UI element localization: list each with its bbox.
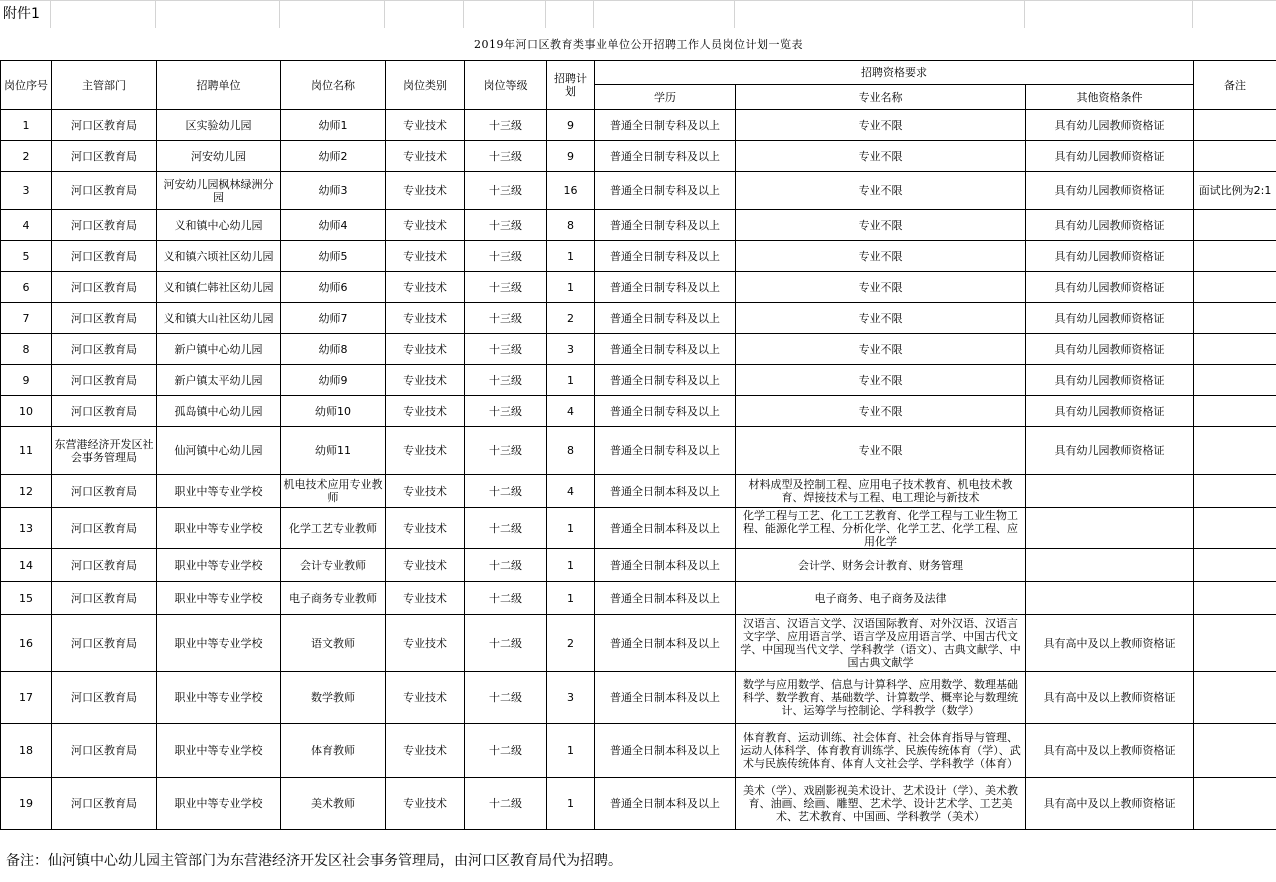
cell-unit: 职业中等专业学校 (157, 672, 281, 724)
cell-plan: 2 (547, 303, 595, 334)
table-row (1, 475, 1276, 508)
attachment-label: 附件1 (3, 6, 40, 22)
cell-other: 具有幼儿园教师资格证 (1026, 365, 1194, 396)
header-education: 学历 (595, 85, 736, 110)
cell-other (1026, 582, 1194, 615)
cell-plan: 1 (547, 549, 595, 582)
cell-unit: 仙河镇中心幼儿园 (157, 427, 281, 475)
cell-remark (1194, 475, 1276, 508)
cell-seq: 18 (1, 724, 52, 778)
cell-dept: 河口区教育局 (52, 778, 157, 830)
cell-dept: 河口区教育局 (52, 615, 157, 672)
table-row (1, 615, 1276, 672)
cell-post: 幼师10 (281, 396, 386, 427)
cell-seq: 8 (1, 334, 52, 365)
cell-dept: 河口区教育局 (52, 549, 157, 582)
sheet-top-gridlines (0, 0, 1276, 28)
cell-post: 幼师8 (281, 334, 386, 365)
cell-education: 普通全日制专科及以上 (595, 272, 736, 303)
cell-seq: 7 (1, 303, 52, 334)
cell-plan: 3 (547, 334, 595, 365)
cell-major: 体育教育、运动训练、社会体育、社会体育指导与管理、运动人体科学、体育教育训练学、民族传统体育（学）、武术与民族传统体育、体育人文社会学、学科教学（体育） (736, 724, 1026, 778)
cell-education: 普通全日制本科及以上 (595, 508, 736, 549)
cell-plan: 1 (547, 272, 595, 303)
cell-unit: 职业中等专业学校 (157, 582, 281, 615)
header-post: 岗位名称 (281, 61, 386, 110)
cell-other: 具有幼儿园教师资格证 (1026, 241, 1194, 272)
cell-category: 专业技术 (386, 778, 465, 830)
cell-education: 普通全日制本科及以上 (595, 672, 736, 724)
cell-dept: 河口区教育局 (52, 210, 157, 241)
cell-plan: 3 (547, 672, 595, 724)
cell-plan: 4 (547, 396, 595, 427)
cell-other: 具有幼儿园教师资格证 (1026, 396, 1194, 427)
cell-other: 具有幼儿园教师资格证 (1026, 110, 1194, 141)
cell-category: 专业技术 (386, 365, 465, 396)
cell-major: 电子商务、电子商务及法律 (736, 582, 1026, 615)
cell-post: 幼师5 (281, 241, 386, 272)
table-row (1, 508, 1276, 549)
cell-education: 普通全日制专科及以上 (595, 396, 736, 427)
cell-remark (1194, 334, 1276, 365)
cell-level: 十二级 (465, 582, 547, 615)
cell-unit: 职业中等专业学校 (157, 508, 281, 549)
cell-unit: 职业中等专业学校 (157, 778, 281, 830)
cell-unit: 新户镇中心幼儿园 (157, 334, 281, 365)
page-title: 2019年河口区教育类事业单位公开招聘工作人员岗位计划一览表 (1, 28, 1276, 61)
cell-remark (1194, 396, 1276, 427)
cell-plan: 4 (547, 475, 595, 508)
cell-other: 具有幼儿园教师资格证 (1026, 172, 1194, 210)
table-row (1, 365, 1276, 396)
cell-unit: 区实验幼儿园 (157, 110, 281, 141)
footnote: 备注：仙河镇中心幼儿园主管部门为东营港经济开发区社会事务管理局，由河口区教育局代为招聘。 (6, 853, 622, 869)
cell-seq: 16 (1, 615, 52, 672)
cell-seq: 2 (1, 141, 52, 172)
cell-major: 专业不限 (736, 241, 1026, 272)
cell-unit: 义和镇六顷社区幼儿园 (157, 241, 281, 272)
cell-dept: 河口区教育局 (52, 475, 157, 508)
cell-education: 普通全日制本科及以上 (595, 582, 736, 615)
cell-category: 专业技术 (386, 210, 465, 241)
cell-category: 专业技术 (386, 303, 465, 334)
cell-education: 普通全日制本科及以上 (595, 475, 736, 508)
cell-other: 具有高中及以上教师资格证 (1026, 615, 1194, 672)
table-row (1, 172, 1276, 210)
cell-unit: 孤岛镇中心幼儿园 (157, 396, 281, 427)
cell-post: 会计专业教师 (281, 549, 386, 582)
cell-remark (1194, 110, 1276, 141)
cell-level: 十三级 (465, 210, 547, 241)
cell-dept: 河口区教育局 (52, 672, 157, 724)
cell-post: 数学教师 (281, 672, 386, 724)
cell-major: 专业不限 (736, 172, 1026, 210)
cell-level: 十三级 (465, 365, 547, 396)
cell-seq: 11 (1, 427, 52, 475)
cell-education: 普通全日制专科及以上 (595, 141, 736, 172)
cell-category: 专业技术 (386, 672, 465, 724)
cell-category: 专业技术 (386, 241, 465, 272)
cell-category: 专业技术 (386, 396, 465, 427)
cell-seq: 6 (1, 272, 52, 303)
cell-other: 具有高中及以上教师资格证 (1026, 672, 1194, 724)
header-major: 专业名称 (736, 85, 1026, 110)
cell-education: 普通全日制专科及以上 (595, 172, 736, 210)
cell-seq: 12 (1, 475, 52, 508)
cell-major: 会计学、财务会计教育、财务管理 (736, 549, 1026, 582)
cell-education: 普通全日制专科及以上 (595, 334, 736, 365)
cell-major: 专业不限 (736, 110, 1026, 141)
cell-remark (1194, 210, 1276, 241)
cell-remark (1194, 365, 1276, 396)
table-row (1, 778, 1276, 830)
cell-level: 十三级 (465, 141, 547, 172)
cell-unit: 义和镇中心幼儿园 (157, 210, 281, 241)
recruitment-table (0, 28, 1276, 830)
cell-seq: 13 (1, 508, 52, 549)
cell-dept: 河口区教育局 (52, 508, 157, 549)
table-row (1, 582, 1276, 615)
cell-seq: 5 (1, 241, 52, 272)
cell-remark (1194, 778, 1276, 830)
cell-unit: 义和镇大山社区幼儿园 (157, 303, 281, 334)
header-plan: 招聘计划 (547, 61, 595, 110)
cell-unit: 职业中等专业学校 (157, 549, 281, 582)
cell-remark (1194, 549, 1276, 582)
cell-category: 专业技术 (386, 334, 465, 365)
cell-dept: 河口区教育局 (52, 303, 157, 334)
header-remark: 备注 (1194, 61, 1276, 110)
table-row (1, 141, 1276, 172)
cell-plan: 1 (547, 724, 595, 778)
cell-plan: 1 (547, 365, 595, 396)
cell-unit: 河安幼儿园枫林绿洲分园 (157, 172, 281, 210)
cell-other (1026, 549, 1194, 582)
table-row (1, 427, 1276, 475)
cell-plan: 1 (547, 582, 595, 615)
cell-post: 幼师6 (281, 272, 386, 303)
cell-post: 幼师7 (281, 303, 386, 334)
cell-level: 十二级 (465, 778, 547, 830)
cell-remark (1194, 427, 1276, 475)
cell-plan: 9 (547, 141, 595, 172)
cell-post: 语文教师 (281, 615, 386, 672)
cell-unit: 河安幼儿园 (157, 141, 281, 172)
cell-education: 普通全日制专科及以上 (595, 110, 736, 141)
cell-plan: 1 (547, 778, 595, 830)
cell-category: 专业技术 (386, 724, 465, 778)
cell-plan: 8 (547, 427, 595, 475)
cell-remark (1194, 272, 1276, 303)
cell-other (1026, 508, 1194, 549)
cell-major: 专业不限 (736, 334, 1026, 365)
cell-dept: 河口区教育局 (52, 724, 157, 778)
cell-post: 幼师4 (281, 210, 386, 241)
cell-unit: 职业中等专业学校 (157, 615, 281, 672)
cell-post: 电子商务专业教师 (281, 582, 386, 615)
cell-remark (1194, 508, 1276, 549)
cell-other: 具有幼儿园教师资格证 (1026, 272, 1194, 303)
cell-unit: 义和镇仁韩社区幼儿园 (157, 272, 281, 303)
cell-post: 幼师1 (281, 110, 386, 141)
cell-seq: 4 (1, 210, 52, 241)
cell-remark (1194, 303, 1276, 334)
cell-post: 幼师3 (281, 172, 386, 210)
cell-dept: 东营港经济开发区社会事务管理局 (52, 427, 157, 475)
cell-remark (1194, 141, 1276, 172)
cell-dept: 河口区教育局 (52, 365, 157, 396)
header-dept: 主管部门 (52, 61, 157, 110)
cell-major: 美术（学）、戏剧影视美术设计、艺术设计（学）、美术教育、油画、绘画、雕塑、艺术学、设计艺术学、工艺美术、艺术教育、中国画、学科教学（美术） (736, 778, 1026, 830)
cell-dept: 河口区教育局 (52, 334, 157, 365)
cell-seq: 15 (1, 582, 52, 615)
cell-major: 专业不限 (736, 396, 1026, 427)
cell-plan: 9 (547, 110, 595, 141)
cell-post: 化学工艺专业教师 (281, 508, 386, 549)
cell-other: 具有高中及以上教师资格证 (1026, 778, 1194, 830)
header-seq: 岗位序号 (1, 61, 52, 110)
cell-education: 普通全日制本科及以上 (595, 549, 736, 582)
cell-other: 具有高中及以上教师资格证 (1026, 724, 1194, 778)
cell-dept: 河口区教育局 (52, 172, 157, 210)
header-category: 岗位类别 (386, 61, 465, 110)
cell-plan: 8 (547, 210, 595, 241)
cell-dept: 河口区教育局 (52, 241, 157, 272)
cell-post: 美术教师 (281, 778, 386, 830)
cell-level: 十三级 (465, 303, 547, 334)
table-row (1, 724, 1276, 778)
cell-unit: 职业中等专业学校 (157, 724, 281, 778)
table-row (1, 396, 1276, 427)
table-row (1, 549, 1276, 582)
cell-level: 十二级 (465, 724, 547, 778)
cell-category: 专业技术 (386, 549, 465, 582)
cell-education: 普通全日制本科及以上 (595, 778, 736, 830)
cell-level: 十三级 (465, 396, 547, 427)
cell-education: 普通全日制专科及以上 (595, 241, 736, 272)
cell-seq: 3 (1, 172, 52, 210)
cell-level: 十三级 (465, 334, 547, 365)
cell-category: 专业技术 (386, 615, 465, 672)
cell-major: 化学工程与工艺、化工工艺教育、化学工程与工业生物工程、能源化学工程、分析化学、化学工艺、化学工程、应用化学 (736, 508, 1026, 549)
cell-level: 十三级 (465, 172, 547, 210)
header-unit: 招聘单位 (157, 61, 281, 110)
cell-major: 专业不限 (736, 303, 1026, 334)
cell-dept: 河口区教育局 (52, 396, 157, 427)
cell-dept: 河口区教育局 (52, 110, 157, 141)
cell-major: 数学与应用数学、信息与计算科学、应用数学、数理基础科学、数学教育、基础数学、计算数学、概率论与数理统计、运筹学与控制论、学科教学（数学） (736, 672, 1026, 724)
cell-level: 十二级 (465, 549, 547, 582)
cell-unit: 职业中等专业学校 (157, 475, 281, 508)
cell-seq: 17 (1, 672, 52, 724)
cell-plan: 1 (547, 241, 595, 272)
cell-level: 十二级 (465, 615, 547, 672)
cell-post: 机电技术应用专业教师 (281, 475, 386, 508)
cell-education: 普通全日制本科及以上 (595, 615, 736, 672)
cell-level: 十三级 (465, 241, 547, 272)
cell-major: 材料成型及控制工程、应用电子技术教育、机电技术教育、焊接技术与工程、电工理论与新技术 (736, 475, 1026, 508)
cell-category: 专业技术 (386, 272, 465, 303)
cell-category: 专业技术 (386, 475, 465, 508)
cell-post: 幼师11 (281, 427, 386, 475)
cell-plan: 2 (547, 615, 595, 672)
cell-remark (1194, 615, 1276, 672)
table-row (1, 272, 1276, 303)
cell-seq: 19 (1, 778, 52, 830)
cell-dept: 河口区教育局 (52, 141, 157, 172)
cell-remark: 面试比例为2:1 (1194, 172, 1276, 210)
cell-category: 专业技术 (386, 172, 465, 210)
header-level: 岗位等级 (465, 61, 547, 110)
cell-major: 汉语言、汉语言文学、汉语国际教育、对外汉语、汉语言文字学、应用语言学、语言学及应用语言学、中国古代文学、中国现当代文学、学科教学（语文）、古典文献学、中国古典文献学 (736, 615, 1026, 672)
cell-major: 专业不限 (736, 365, 1026, 396)
cell-major: 专业不限 (736, 272, 1026, 303)
cell-other: 具有幼儿园教师资格证 (1026, 210, 1194, 241)
cell-level: 十三级 (465, 110, 547, 141)
cell-level: 十三级 (465, 427, 547, 475)
cell-dept: 河口区教育局 (52, 272, 157, 303)
table-row (1, 334, 1276, 365)
cell-level: 十二级 (465, 508, 547, 549)
cell-other: 具有幼儿园教师资格证 (1026, 141, 1194, 172)
table-row (1, 110, 1276, 141)
table-row (1, 210, 1276, 241)
cell-level: 十三级 (465, 272, 547, 303)
cell-category: 专业技术 (386, 141, 465, 172)
table-row (1, 241, 1276, 272)
cell-seq: 1 (1, 110, 52, 141)
cell-level: 十二级 (465, 672, 547, 724)
cell-other (1026, 475, 1194, 508)
cell-other: 具有幼儿园教师资格证 (1026, 334, 1194, 365)
cell-other: 具有幼儿园教师资格证 (1026, 427, 1194, 475)
cell-post: 体育教师 (281, 724, 386, 778)
cell-major: 专业不限 (736, 427, 1026, 475)
cell-dept: 河口区教育局 (52, 582, 157, 615)
cell-education: 普通全日制专科及以上 (595, 303, 736, 334)
cell-category: 专业技术 (386, 582, 465, 615)
cell-category: 专业技术 (386, 508, 465, 549)
cell-education: 普通全日制专科及以上 (595, 210, 736, 241)
cell-plan: 16 (547, 172, 595, 210)
cell-seq: 14 (1, 549, 52, 582)
cell-education: 普通全日制专科及以上 (595, 365, 736, 396)
cell-post: 幼师2 (281, 141, 386, 172)
table-row (1, 672, 1276, 724)
table-row (1, 303, 1276, 334)
header-requirements: 招聘资格要求 (595, 61, 1194, 85)
cell-unit: 新户镇太平幼儿园 (157, 365, 281, 396)
cell-post: 幼师9 (281, 365, 386, 396)
cell-category: 专业技术 (386, 427, 465, 475)
cell-seq: 10 (1, 396, 52, 427)
cell-education: 普通全日制本科及以上 (595, 724, 736, 778)
cell-level: 十二级 (465, 475, 547, 508)
cell-plan: 1 (547, 508, 595, 549)
header-other: 其他资格条件 (1026, 85, 1194, 110)
cell-remark (1194, 672, 1276, 724)
cell-seq: 9 (1, 365, 52, 396)
cell-category: 专业技术 (386, 110, 465, 141)
cell-education: 普通全日制专科及以上 (595, 427, 736, 475)
cell-other: 具有幼儿园教师资格证 (1026, 303, 1194, 334)
cell-remark (1194, 724, 1276, 778)
cell-remark (1194, 582, 1276, 615)
cell-major: 专业不限 (736, 210, 1026, 241)
cell-remark (1194, 241, 1276, 272)
cell-major: 专业不限 (736, 141, 1026, 172)
